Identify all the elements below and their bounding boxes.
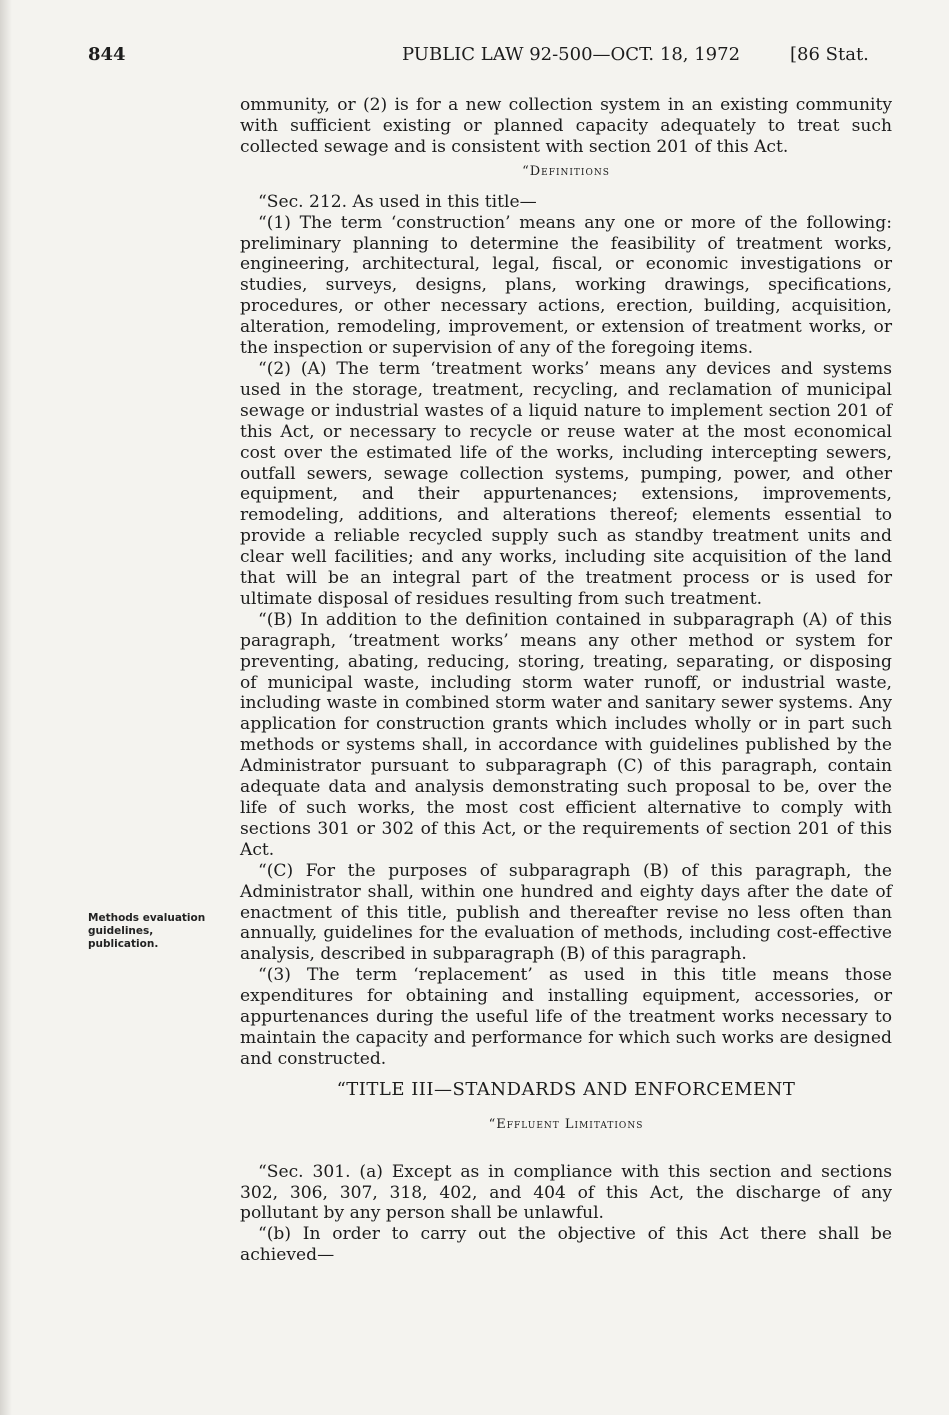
paragraph-2a: “(2) (A) The term ‘treatment works’ means any devices and systems used in the storage, treatment, recycling, and reclamation of municipal sewage or industrial wastes of a liquid nature to implement section 201 of this Act, or necessary to recycle or reuse water at the most economical cost over the estimated life of the works, including intercepting sewers, outfall sewers, sewage collection systems, pumping, power, and other equipment, and their appurtenances; extensions, improvements, remodeling, additions, and alterations thereof; elements essential to provide a reliable recycled supply such as standby treatment units and clear well facilities; and any works, including site acquisition of the land that will be an integral part of the treatment process or is used for ultimate disposal of residues resulting from such treatment.	[240, 358, 892, 609]
title-iii-heading: “TITLE III—STANDARDS AND ENFORCEMENT	[336, 1078, 796, 1100]
margin-note-methods: Methods evaluation guidelines, publication.	[88, 912, 206, 950]
header-volume: [86 Stat.	[790, 44, 869, 65]
page-number: 844	[88, 44, 126, 65]
body-text	[240, 95, 892, 1266]
paragraph-1: “(1) The term ‘construction’ means any one or more of the following: preliminary planning to determine the feasibility of treatment works, engineering, architectural, legal, fiscal, or economic investigations or studies, surveys, designs, plans, working drawings, specifications, procedures, or other necessary actions, erection, building, acquisition, alteration, remodeling, improvement, or extension of treatment works, or the inspection or supervision of any of the foregoing items.	[240, 212, 892, 359]
paragraph-3: “(3) The term ‘replacement’ as used in this title means those expenditures for obtaining and installing equipment, accessories, or appurtenances during the useful life of the treatment works necessary to maintain the capacity and performance for which such works are designed and constructed.	[240, 965, 892, 1069]
page-edge-shadow	[0, 0, 12, 1415]
section-301b: “(b) In order to carry out the objective of this Act there shall be achieved—	[240, 1224, 892, 1266]
definitions-heading: “Definitions	[522, 163, 610, 179]
paragraph-2c: “(C) For the purposes of subparagraph (B) of this paragraph, the Administrator shall, within one hundred and eighty days after the date of enactment of this title, publish and thereafter revise no less often than annually, guidelines for the evaluation of methods, including cost-effective analysis, described in subparagraph (B) of this paragraph.	[240, 860, 892, 965]
paragraph-2b: “(B) In addition to the definition contained in subparagraph (A) of this paragraph, ‘treatment works’ means any other method or system for preventing, abating, reducing, storing, treating, separating, or disposing of municipal waste, including storm water runoff, or industrial waste, including waste in combined storm water and sanitary sewer systems. Any application for construction grants which includes wholly or in part such methods or systems shall, in accordance with guidelines published by the Administrator pursuant to subparagraph (C) of this paragraph, contain adequate data and analysis demonstrating such proposal to be, over the life of such works, the most cost efficient alternative to comply with sections 301 or 302 of this Act, or the requirements of section 201 of this Act.	[240, 609, 892, 860]
section-212-intro: “Sec. 212. As used in this title—	[258, 191, 537, 212]
effluent-limitations-heading: “Effluent Limitations	[488, 1116, 644, 1132]
running-header	[0, 44, 949, 74]
section-301a: “Sec. 301. (a) Except as in compliance with this section and sections 302, 306, 307, 318, 402, and 404 of this Act, the discharge of any pollutant by any person shall be unlawful.	[240, 1161, 892, 1224]
paragraph-continuation: ommunity, or (2) is for a new collection system in an existing community with sufficient existing or planned capacity adequately to treat such collected sewage and is consistent with section 201 of this Act.	[240, 95, 892, 157]
header-title: PUBLIC LAW 92-500—OCT. 18, 1972	[402, 44, 741, 65]
